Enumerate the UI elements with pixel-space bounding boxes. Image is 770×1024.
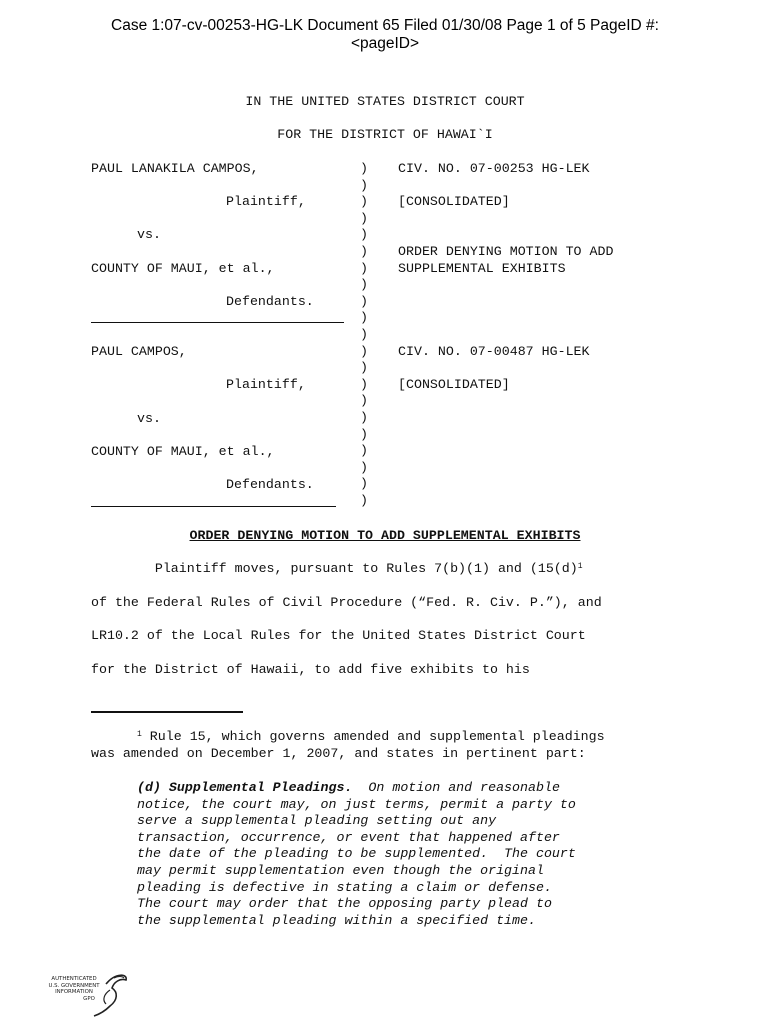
quote-line-1-rest: On motion and reasonable bbox=[352, 780, 560, 795]
body-line-4: for the District of Hawaii, to add five exhibits to his bbox=[91, 662, 530, 677]
caption2-divider bbox=[91, 506, 336, 507]
footnote-separator bbox=[91, 711, 243, 713]
quote-line: The court may order that the opposing party plead to bbox=[137, 896, 552, 912]
caption-paren: ) bbox=[360, 459, 368, 475]
footnote-ref: 1 bbox=[577, 562, 583, 571]
caption-paren: ) bbox=[360, 293, 368, 309]
caption2-plaintiff-label: Plaintiff, bbox=[226, 377, 306, 392]
caption-paren: ) bbox=[360, 243, 368, 259]
footnote-quote bbox=[137, 780, 576, 929]
caption2-defendant: COUNTY OF MAUI, et al., bbox=[91, 444, 275, 459]
caption1-defendants-label: Defendants. bbox=[226, 294, 314, 309]
caption-paren: ) bbox=[360, 161, 368, 176]
logo-line-3: INFORMATION bbox=[55, 989, 93, 995]
logo-line-1: AUTHENTICATED bbox=[51, 976, 97, 982]
caption-paren: ) bbox=[360, 260, 368, 276]
court-district: FOR THE DISTRICT OF HAWAI`I bbox=[277, 127, 493, 142]
quote-line: pleading is defective in stating a claim or defense. bbox=[137, 879, 552, 895]
caption2-defendants-label: Defendants. bbox=[226, 477, 314, 492]
caption-paren: ) bbox=[360, 343, 368, 359]
caption2-vs: vs. bbox=[137, 411, 161, 426]
caption-paren: ) bbox=[360, 194, 368, 210]
ecf-header bbox=[0, 17, 770, 53]
caption1-title-line1: ORDER DENYING MOTION TO ADD bbox=[398, 244, 614, 259]
caption-paren: ) bbox=[360, 409, 368, 425]
eagle-icon bbox=[44, 968, 134, 1018]
caption2-civ-no: CIV. NO. 07-00487 HG-LEK bbox=[398, 344, 590, 359]
logo-line-2: U.S. GOVERNMENT bbox=[48, 982, 100, 989]
caption-paren: ) bbox=[360, 376, 368, 392]
caption2-consolidated: [CONSOLIDATED] bbox=[398, 377, 510, 392]
caption-paren: ) bbox=[360, 310, 368, 326]
footnote-1 bbox=[91, 729, 691, 762]
caption-paren: ) bbox=[360, 426, 368, 442]
caption-paren: ) bbox=[360, 443, 368, 459]
quote-label: (d) Supplemental Pleadings. bbox=[137, 780, 353, 795]
caption-paren: ) bbox=[360, 277, 368, 293]
quote-line: may permit supplementation even though the original bbox=[137, 862, 544, 878]
footnote-line-2: was amended on December 1, 2007, and states in pertinent part: bbox=[91, 745, 586, 761]
caption1-defendant: COUNTY OF MAUI, et al., bbox=[91, 261, 275, 276]
footnote-line-1: Rule 15, which governs amended and supplemental pleadings bbox=[141, 729, 605, 744]
quote-line: transaction, occurrence, or event that happened after bbox=[137, 829, 560, 845]
caption-paren: ) bbox=[360, 177, 368, 193]
caption-paren-column bbox=[360, 161, 368, 509]
page-id: <pageID> bbox=[350, 35, 420, 52]
body-line-3: LR10.2 of the Local Rules for the United States District Court bbox=[91, 628, 586, 643]
footnote-number: 1 bbox=[137, 730, 142, 739]
quote-line: notice, the court may, on just terms, permit a party to bbox=[137, 796, 576, 812]
body-line-1-text: Plaintiff moves, pursuant to Rules 7(b)(1) and (15(d) bbox=[91, 561, 578, 576]
order-title: ORDER DENYING MOTION TO ADD SUPPLEMENTAL EXHIBITS bbox=[189, 528, 581, 543]
caption-paren: ) bbox=[360, 326, 368, 342]
logo-line-4: GPO bbox=[83, 995, 95, 1002]
caption-paren: ) bbox=[360, 210, 368, 226]
caption1-plaintiff: PAUL LANAKILA CAMPOS, bbox=[91, 161, 259, 176]
caption-paren: ) bbox=[360, 227, 368, 243]
quote-line: the date of the pleading to be supplemented. The court bbox=[137, 846, 576, 862]
caption1-divider bbox=[91, 322, 344, 323]
caption-paren: ) bbox=[360, 393, 368, 409]
caption-paren: ) bbox=[360, 492, 368, 508]
body-line-2: of the Federal Rules of Civil Procedure (“Fed. R. Civ. P.”), and bbox=[91, 595, 602, 610]
caption1-vs: vs. bbox=[137, 227, 161, 242]
gpo-authentication-logo bbox=[44, 968, 134, 1018]
caption2-plaintiff: PAUL CAMPOS, bbox=[91, 344, 187, 359]
quote-line: serve a supplemental pleading setting out any bbox=[137, 813, 497, 829]
case-header-line: Case 1:07-cv-00253-HG-LK Document 65 Filed 01/30/08 Page 1 of 5 PageID #: bbox=[111, 17, 659, 34]
caption-paren: ) bbox=[360, 476, 368, 492]
caption1-civ-no: CIV. NO. 07-00253 HG-LEK bbox=[398, 161, 590, 176]
caption1-plaintiff-label: Plaintiff, bbox=[226, 194, 306, 209]
caption1-consolidated: [CONSOLIDATED] bbox=[398, 194, 510, 209]
caption-paren: ) bbox=[360, 360, 368, 376]
caption1-title-line2: SUPPLEMENTAL EXHIBITS bbox=[398, 261, 566, 276]
court-name: IN THE UNITED STATES DISTRICT COURT bbox=[245, 94, 525, 109]
body-line-1 bbox=[91, 561, 583, 578]
quote-line: the supplemental pleading within a specified time. bbox=[137, 912, 536, 928]
